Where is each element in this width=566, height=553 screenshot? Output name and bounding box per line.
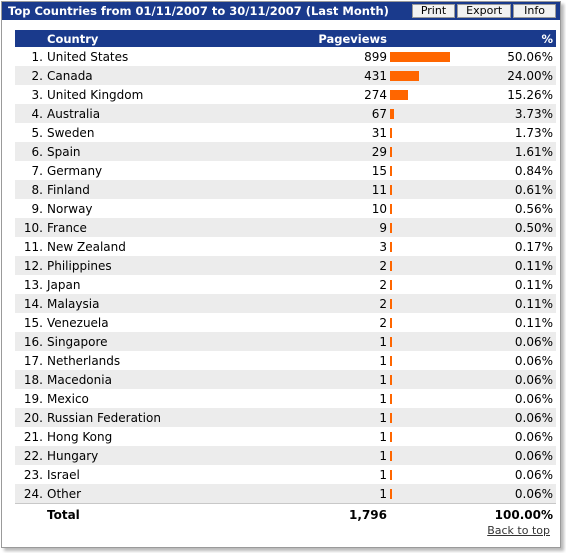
row-rank: 2.	[15, 66, 45, 85]
table-row	[15, 123, 556, 142]
share-bar	[390, 413, 392, 423]
header-percent[interactable]: %	[463, 30, 556, 47]
table-header-row	[15, 30, 556, 47]
print-button[interactable]: Print	[412, 4, 455, 18]
row-percent: 0.56%	[514, 201, 553, 216]
row-pageviews: 31	[371, 125, 387, 140]
row-bar	[389, 332, 463, 351]
row-bar	[389, 199, 463, 218]
row-percent: 1.73%	[514, 125, 553, 140]
row-rank: 17.	[23, 353, 43, 368]
row-country: Finland	[45, 180, 187, 199]
row-pageviews: 29	[187, 142, 389, 161]
share-bar	[390, 166, 392, 176]
row-bar	[389, 161, 463, 180]
row-rank: 9.	[31, 201, 43, 216]
row-percent: 0.06%	[514, 467, 553, 482]
row-pageviews: 11	[187, 180, 389, 199]
table-row	[15, 104, 556, 123]
row-rank: 3.	[31, 87, 43, 102]
row-percent: 0.06%	[463, 370, 556, 389]
row-percent: 50.06%	[507, 49, 553, 64]
row-pageviews: 9	[187, 218, 389, 237]
share-bar	[390, 489, 392, 499]
row-rank: 18.	[15, 370, 45, 389]
table-body	[15, 47, 556, 504]
row-country: France	[45, 218, 187, 237]
row-percent: 0.11%	[514, 315, 553, 330]
row-pageviews: 15	[371, 163, 387, 178]
export-button[interactable]: Export	[457, 4, 511, 18]
row-country: Norway	[47, 201, 93, 216]
row-pageviews: 2	[379, 277, 387, 292]
row-percent: 0.06%	[514, 391, 553, 406]
share-bar	[390, 375, 392, 385]
row-rank: 22.	[15, 446, 45, 465]
row-pageviews: 1	[187, 484, 389, 504]
row-rank: 4.	[15, 104, 45, 123]
row-percent: 0.06%	[514, 353, 553, 368]
row-pageviews: 2	[379, 315, 387, 330]
share-bar	[390, 204, 392, 214]
table-row	[15, 294, 556, 313]
table-row	[15, 370, 556, 389]
row-rank: 21.	[23, 429, 43, 444]
table-row	[15, 142, 556, 161]
back-to-top-link[interactable]: Back to top	[487, 524, 550, 537]
toolbar	[412, 4, 556, 18]
table-row	[15, 218, 556, 237]
row-percent: 0.84%	[514, 163, 553, 178]
share-bar	[390, 71, 419, 81]
table-row	[15, 446, 556, 465]
row-bar	[389, 484, 463, 504]
header-bar	[389, 30, 463, 47]
share-bar	[390, 185, 392, 195]
row-bar	[389, 85, 463, 104]
row-bar	[389, 66, 463, 85]
share-bar	[390, 432, 392, 442]
row-pageviews: 1	[379, 391, 387, 406]
row-country: United Kingdom	[47, 87, 144, 102]
row-pageviews: 431	[187, 66, 389, 85]
total-percent: 100.00%	[463, 504, 556, 527]
row-pageviews: 2	[187, 294, 389, 313]
row-pageviews: 10	[371, 201, 387, 216]
row-country: Hungary	[45, 446, 187, 465]
table-row	[15, 66, 556, 85]
row-rank: 24.	[15, 484, 45, 504]
table-row	[15, 351, 556, 370]
report-titlebar	[2, 2, 560, 20]
row-rank: 8.	[15, 180, 45, 199]
row-country: Malaysia	[45, 294, 187, 313]
row-percent: 0.11%	[463, 294, 556, 313]
share-bar	[390, 261, 392, 271]
total-label: Total	[45, 504, 187, 527]
table-row	[15, 199, 556, 218]
share-bar	[390, 318, 392, 328]
share-bar	[390, 451, 392, 461]
share-bar	[390, 394, 392, 404]
row-bar	[389, 465, 463, 484]
row-country: Japan	[47, 277, 81, 292]
row-percent: 0.11%	[463, 256, 556, 275]
row-pageviews: 1	[187, 370, 389, 389]
row-bar	[389, 313, 463, 332]
row-percent: 0.06%	[463, 484, 556, 504]
row-percent: 24.00%	[463, 66, 556, 85]
row-percent: 0.50%	[463, 218, 556, 237]
row-bar	[389, 180, 463, 199]
row-pageviews: 1	[379, 467, 387, 482]
row-rank: 20.	[15, 408, 45, 427]
row-rank: 5.	[31, 125, 43, 140]
report-panel	[1, 1, 561, 548]
info-button[interactable]: Info	[513, 4, 556, 18]
row-percent: 0.06%	[514, 429, 553, 444]
row-bar	[389, 237, 463, 256]
row-rank: 1.	[31, 49, 43, 64]
row-country: Australia	[45, 104, 187, 123]
row-country: Mexico	[47, 391, 89, 406]
share-bar	[390, 128, 392, 138]
row-country: Singapore	[45, 332, 187, 351]
row-percent: 0.06%	[463, 446, 556, 465]
row-bar	[389, 427, 463, 446]
share-bar	[390, 470, 392, 480]
table-row	[15, 256, 556, 275]
countries-table-wrap	[15, 30, 553, 526]
total-bar	[389, 504, 463, 527]
table-row	[15, 465, 556, 484]
row-country: Russian Federation	[45, 408, 187, 427]
row-bar	[389, 47, 463, 66]
total-pageviews: 1,796	[187, 504, 389, 527]
row-rank: 14.	[15, 294, 45, 313]
row-bar	[389, 370, 463, 389]
row-country: Other	[45, 484, 187, 504]
share-bar	[390, 280, 392, 290]
share-bar	[390, 299, 392, 309]
total-row	[15, 504, 556, 527]
row-country: Sweden	[47, 125, 95, 140]
countries-table	[15, 30, 556, 526]
table-row	[15, 47, 556, 66]
share-bar	[390, 109, 394, 119]
table-row	[15, 332, 556, 351]
row-country: Netherlands	[47, 353, 121, 368]
row-percent: 3.73%	[463, 104, 556, 123]
row-bar	[389, 408, 463, 427]
table-row	[15, 180, 556, 199]
row-percent: 0.17%	[514, 239, 553, 254]
row-pageviews: 1	[379, 353, 387, 368]
header-pageviews[interactable]: Pageviews	[187, 30, 389, 47]
row-rank: 10.	[15, 218, 45, 237]
row-pageviews: 899	[364, 49, 387, 64]
row-percent: 0.06%	[463, 332, 556, 351]
row-bar	[389, 446, 463, 465]
table-row	[15, 313, 556, 332]
row-rank: 7.	[31, 163, 43, 178]
row-percent: 1.61%	[463, 142, 556, 161]
row-rank: 6.	[15, 142, 45, 161]
row-bar	[389, 104, 463, 123]
report-title: Top Countries from 01/11/2007 to 30/11/2007 (Last Month)	[8, 4, 389, 18]
row-country: New Zealand	[47, 239, 126, 254]
table-row	[15, 484, 556, 504]
row-rank: 12.	[15, 256, 45, 275]
row-country: Hong Kong	[47, 429, 113, 444]
row-rank: 13.	[23, 277, 43, 292]
row-percent: 0.61%	[463, 180, 556, 199]
row-country: Canada	[45, 66, 187, 85]
row-country: United States	[47, 49, 129, 64]
row-bar	[389, 389, 463, 408]
row-country: Macedonia	[45, 370, 187, 389]
table-row	[15, 389, 556, 408]
total-rank	[15, 504, 45, 527]
table-row	[15, 161, 556, 180]
row-bar	[389, 275, 463, 294]
row-rank: 16.	[15, 332, 45, 351]
row-percent: 0.06%	[463, 408, 556, 427]
row-pageviews: 3	[379, 239, 387, 254]
row-pageviews: 67	[187, 104, 389, 123]
table-row	[15, 427, 556, 446]
row-percent: 15.26%	[507, 87, 553, 102]
row-bar	[389, 294, 463, 313]
share-bar	[390, 52, 450, 62]
row-rank: 15.	[23, 315, 43, 330]
row-rank: 23.	[23, 467, 43, 482]
row-pageviews: 274	[364, 87, 387, 102]
row-country: Philippines	[45, 256, 187, 275]
row-bar	[389, 142, 463, 161]
share-bar	[390, 242, 392, 252]
row-bar	[389, 123, 463, 142]
table-row	[15, 237, 556, 256]
row-rank: 19.	[23, 391, 43, 406]
share-bar	[390, 337, 392, 347]
row-percent: 0.11%	[514, 277, 553, 292]
row-country: Spain	[45, 142, 187, 161]
share-bar	[390, 147, 392, 157]
share-bar	[390, 90, 408, 100]
row-country: Venezuela	[47, 315, 109, 330]
row-pageviews: 1	[187, 408, 389, 427]
share-bar	[390, 223, 392, 233]
share-bar	[390, 356, 392, 366]
row-bar	[389, 351, 463, 370]
row-bar	[389, 256, 463, 275]
row-pageviews: 1	[187, 446, 389, 465]
row-rank: 11.	[23, 239, 43, 254]
table-row	[15, 408, 556, 427]
table-row	[15, 85, 556, 104]
row-pageviews: 1	[379, 429, 387, 444]
header-rank	[15, 30, 45, 47]
table-row	[15, 275, 556, 294]
row-country: Israel	[47, 467, 80, 482]
header-country[interactable]: Country	[45, 30, 187, 47]
row-pageviews: 1	[187, 332, 389, 351]
row-bar	[389, 218, 463, 237]
row-country: Germany	[47, 163, 103, 178]
row-pageviews: 2	[187, 256, 389, 275]
